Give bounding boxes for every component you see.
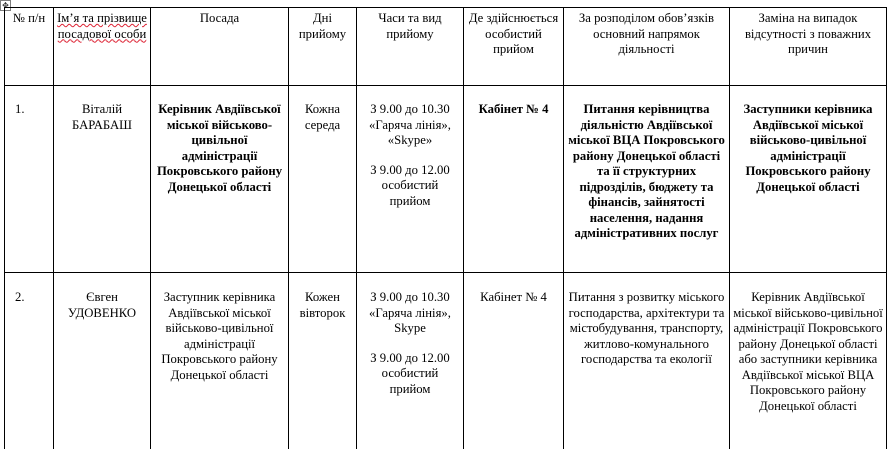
reception-days: Кожен вівторок <box>289 273 357 449</box>
table-move-handle-icon[interactable]: ✥ <box>0 0 11 11</box>
reception-time <box>357 273 464 449</box>
hotline-time: З 9.00 до 10.30 «Гаряча лінія», Skype <box>369 290 451 335</box>
header-number: № п/н <box>5 8 54 86</box>
reception-place: Кабінет № 4 <box>464 86 564 273</box>
table-row <box>5 273 887 449</box>
header-place: Де здійснюється особистий прийом <box>464 8 564 86</box>
header-days: Дні прийому <box>289 8 357 86</box>
official-name: Віталій БАРАБАШ <box>54 86 151 273</box>
substitute: Керівник Авдіївської міської військово-цивільної адміністрації Покровського району Донецької області або заступники керівника Авдіївської міської ВЦА Покровського району Донецької області <box>730 273 887 449</box>
row-number: 2. <box>5 273 54 449</box>
table-row <box>5 86 887 273</box>
header-duties: За розподілом обов’язків основний напрямок діяльності <box>564 8 730 86</box>
reception-time <box>357 86 464 273</box>
reception-days: Кожна середа <box>289 86 357 273</box>
reception-schedule-table <box>4 7 887 449</box>
official-position: Заступник керівника Авдіївської міської військово-цивільної адміністрації Покровського району Донецької області <box>151 273 289 449</box>
header-name-text: Ім’я та прізвище посадової особи <box>57 11 147 41</box>
header-position: Посада <box>151 8 289 86</box>
header-time: Часи та вид прийому <box>357 8 464 86</box>
official-name: Євген УДОВЕНКО <box>54 273 151 449</box>
header-row <box>5 8 887 86</box>
personal-reception-time: З 9.00 до 12.00 особистий прийом <box>370 350 450 396</box>
header-name <box>54 8 151 86</box>
main-duties: Питання з розвитку міського господарства, архітектури та містобудування, транспорту, житлово-комунального господарства та екології <box>564 273 730 449</box>
row-number: 1. <box>5 86 54 273</box>
reception-place: Кабінет № 4 <box>464 273 564 449</box>
main-duties: Питання керівництва діяльністю Авдіївської міської ВЦА Покровського району Донецької області та її структурних підрозділів, бюджету та фінансів, зайнятості населення, надання адміністративних послуг <box>564 86 730 273</box>
substitute: Заступники керівника Авдіївської міської військово-цивільної адміністрації Покровського району Донецької області <box>730 86 887 273</box>
personal-reception-time: З 9.00 до 12.00 особистий прийом <box>370 162 450 208</box>
header-substitute: Заміна на випадок відсутності з поважних причин <box>730 8 887 86</box>
hotline-time: З 9.00 до 10.30 «Гаряча лінія», «Skype» <box>369 102 451 147</box>
official-position: Керівник Авдіївської міської військово-цивільної адміністрації Покровського району Донецької області <box>151 86 289 273</box>
